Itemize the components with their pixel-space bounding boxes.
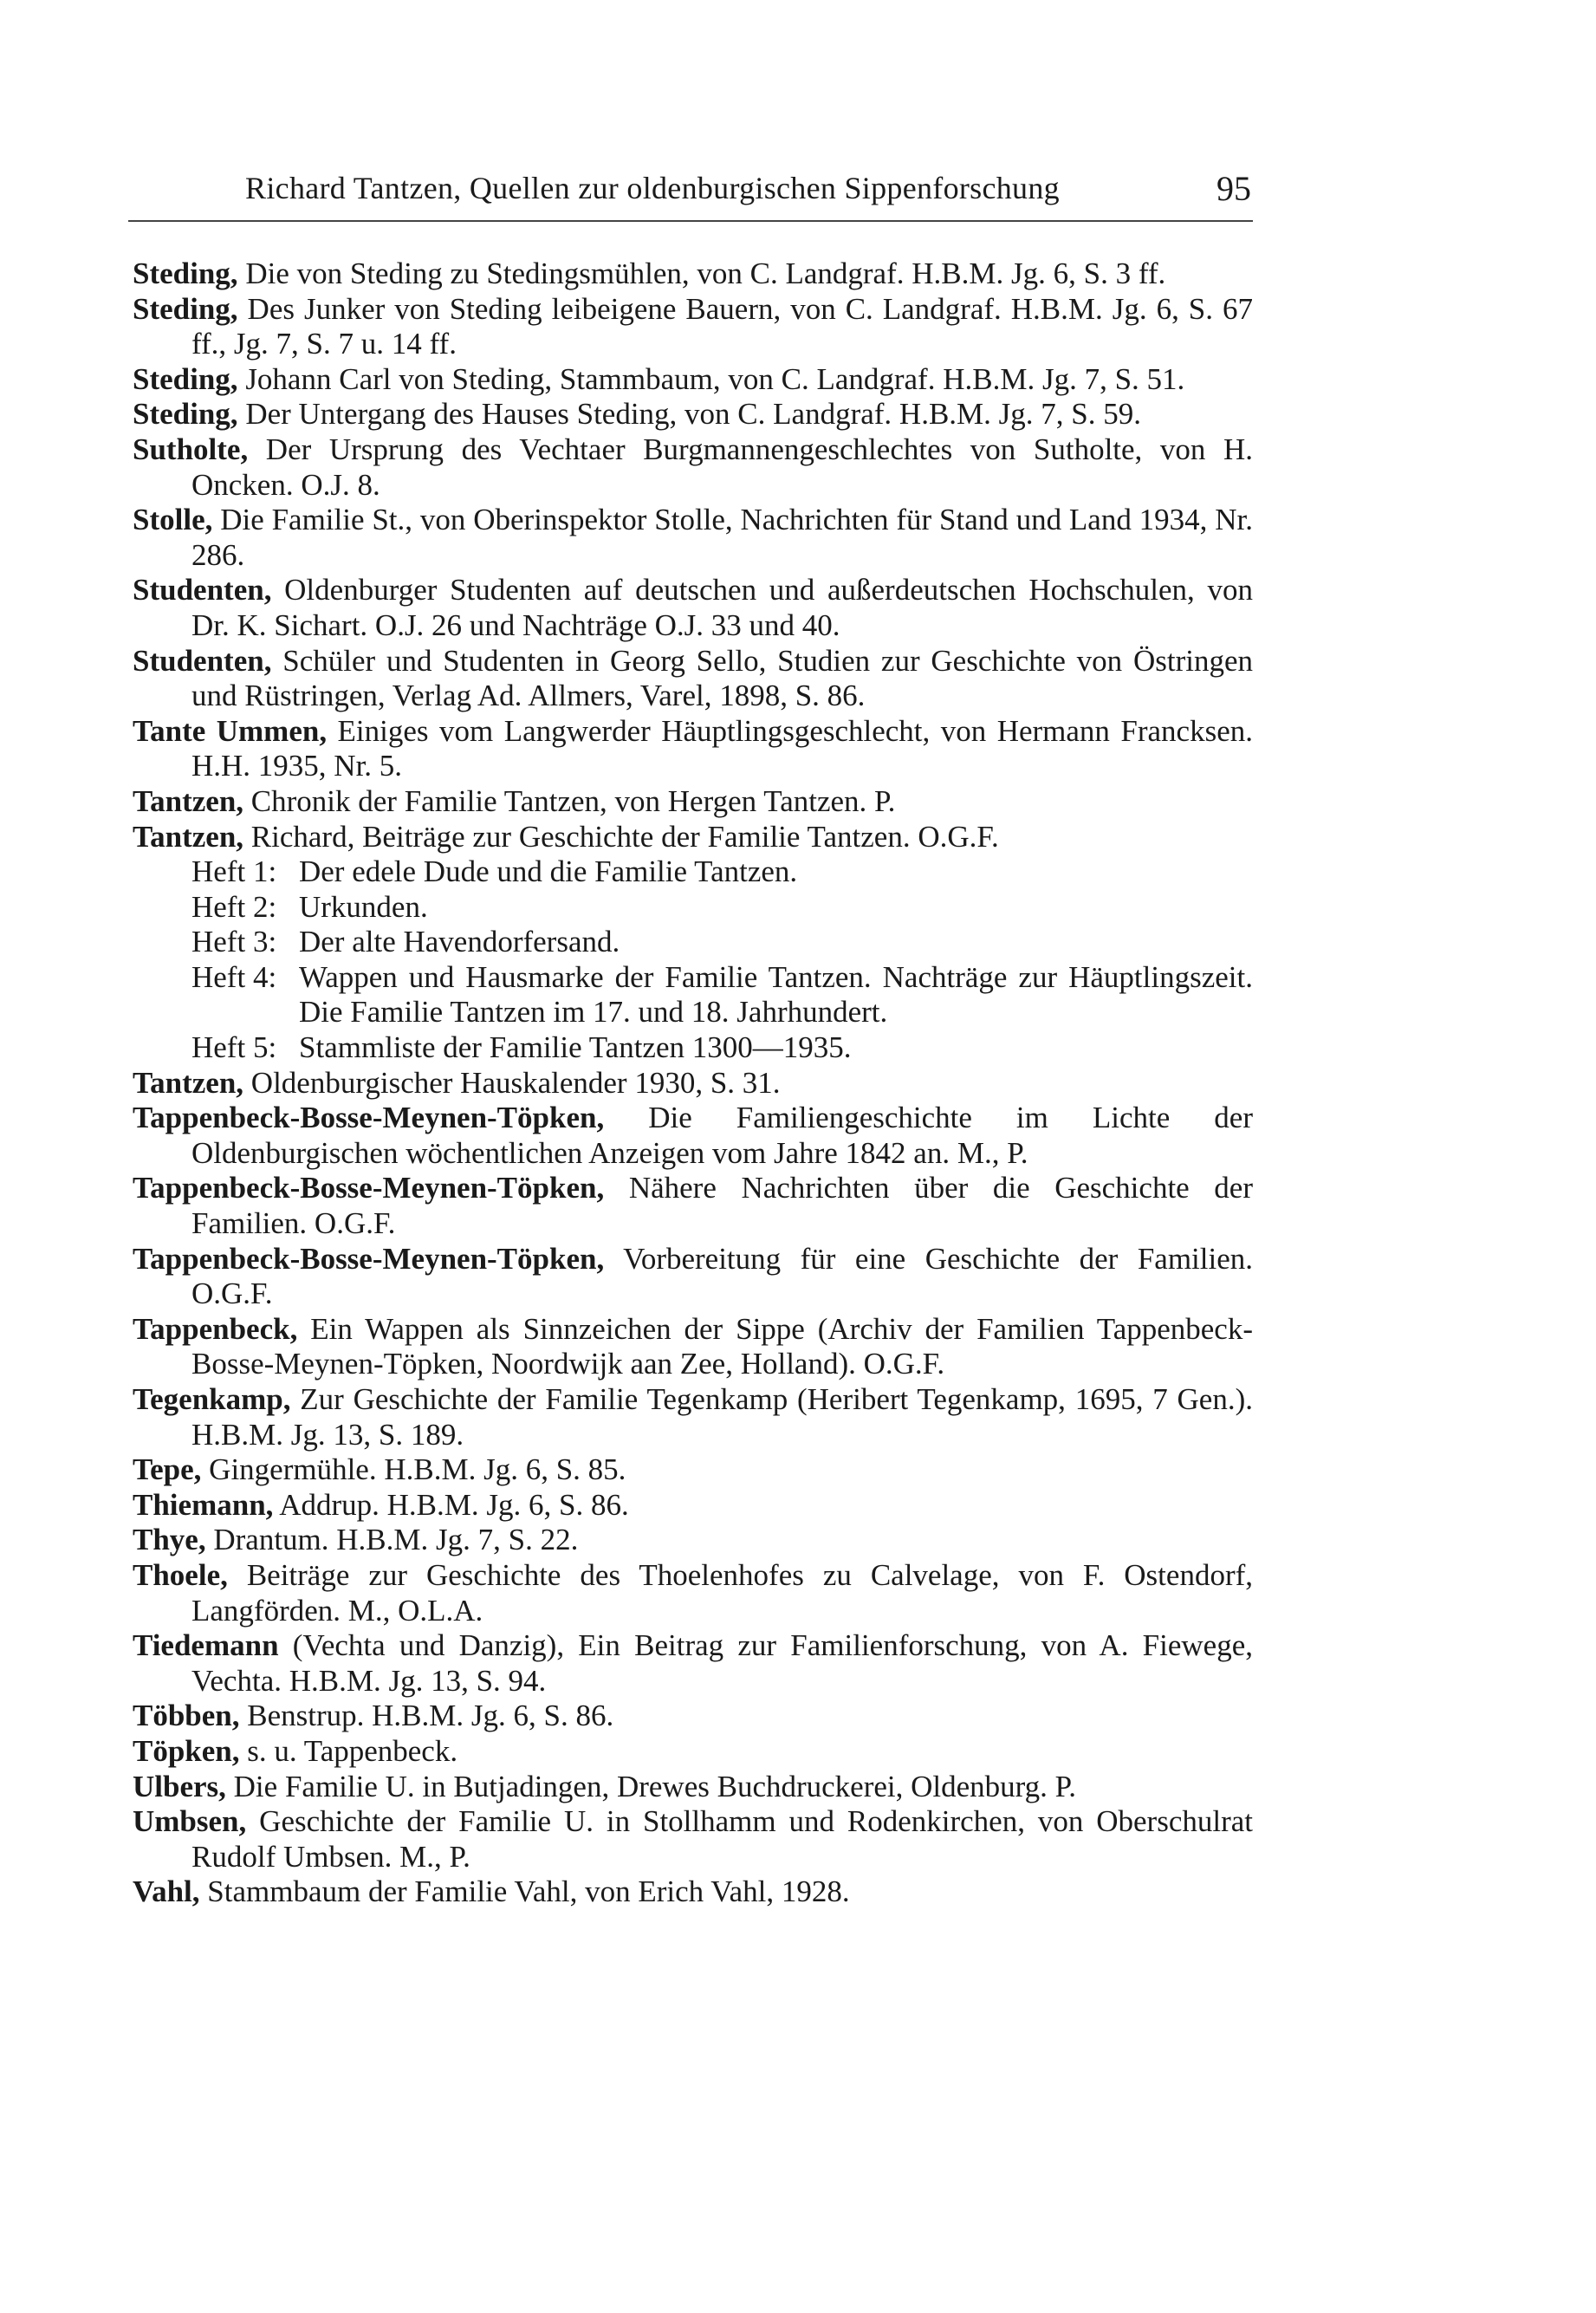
entry-keyword: Sutholte, bbox=[133, 432, 249, 466]
entry-text: Die Familie U. in Butjadingen, Drewes Buchdruckerei, Oldenburg. P. bbox=[225, 1769, 1077, 1803]
heft-label: Heft 2: bbox=[191, 889, 277, 924]
heft-item bbox=[133, 960, 1253, 1030]
bibliography-entry bbox=[133, 257, 1253, 292]
bibliography-entry bbox=[133, 1242, 1253, 1312]
entry-text: Des Junker von Steding leibeigene Bauern, von C. Landgraf. H.B.M. Jg. 6, S. 67 ff., Jg. 7, S. 7 u. 14 ff. bbox=[191, 291, 1253, 361]
entry-text: Der Ursprung des Vechtaer Burgmannengeschlechtes von Sutholte, von H. Oncken. O.J. 8. bbox=[191, 432, 1253, 502]
entry-text: (Vechta und Danzig), Ein Beitrag zur Familienforschung, von A. Fiewege, Vechta. H.B.M. Jg. 13, S. 94. bbox=[191, 1628, 1253, 1698]
bibliography-entry bbox=[133, 397, 1253, 432]
entry-keyword: Thye, bbox=[133, 1523, 206, 1557]
heft-title: Der alte Havendorfersand. bbox=[299, 925, 620, 959]
bibliography-entry bbox=[133, 1558, 1253, 1628]
entry-text: Die Familie St., von Oberinspektor Stolle, Nachrichten für Stand und Land 1934, Nr. 286. bbox=[191, 503, 1253, 572]
heft-item bbox=[133, 1030, 1253, 1066]
page-number: 95 bbox=[1216, 169, 1251, 208]
entry-keyword: Steding, bbox=[133, 257, 238, 290]
heft-label: Heft 1: bbox=[191, 854, 277, 889]
entry-text: s. u. Tappenbeck. bbox=[239, 1733, 458, 1768]
entry-keyword: Ulbers, bbox=[133, 1769, 226, 1803]
entry-text: Stammbaum der Familie Vahl, von Erich Vahl, 1928. bbox=[199, 1874, 850, 1909]
entry-keyword: Studenten, bbox=[133, 573, 272, 607]
bibliography-entry bbox=[133, 1734, 1253, 1770]
bibliography-entry bbox=[133, 1699, 1253, 1734]
entry-text: Die Familiengeschichte im Lichte der Oldenburgischen wöchentlichen Anzeigen vom Jahre 1842 an. M., P. bbox=[191, 1101, 1253, 1170]
bibliography-entry bbox=[133, 1066, 1253, 1101]
entry-keyword: Tappenbeck, bbox=[133, 1311, 298, 1346]
entry-text: Der Untergang des Hauses Steding, von C. Landgraf. H.B.M. Jg. 7, S. 59. bbox=[237, 397, 1141, 432]
entry-keyword: Umbsen, bbox=[133, 1804, 247, 1839]
bibliography-entry bbox=[133, 1523, 1253, 1558]
entry-keyword: Thoele, bbox=[133, 1557, 228, 1592]
running-title: Richard Tantzen, Quellen zur oldenburgischen Sippenforschung bbox=[245, 171, 1060, 205]
header-rule bbox=[128, 220, 1253, 222]
entry-text: Oldenburgischer Hauskalender 1930, S. 31. bbox=[243, 1065, 781, 1100]
heft-title: Urkunden. bbox=[299, 889, 428, 924]
bibliography-list bbox=[133, 257, 1253, 1910]
heft-title: Der edele Dude und die Familie Tantzen. bbox=[299, 854, 798, 889]
entry-text: Chronik der Familie Tantzen, von Hergen Tantzen. P. bbox=[243, 783, 896, 818]
entry-text: Addrup. H.B.M. Jg. 6, S. 86. bbox=[273, 1487, 629, 1522]
entry-keyword: Tantzen, bbox=[133, 1065, 244, 1100]
entry-keyword: Studenten, bbox=[133, 643, 272, 678]
bibliography-entry bbox=[133, 1382, 1253, 1452]
bibliography-entry bbox=[133, 292, 1253, 362]
bibliography-entry bbox=[133, 1101, 1253, 1171]
running-header bbox=[128, 170, 1251, 213]
entry-keyword: Stolle, bbox=[133, 503, 213, 537]
heft-item bbox=[133, 854, 1253, 890]
entry-keyword: Töpken, bbox=[133, 1733, 240, 1768]
bibliography-entry bbox=[133, 1171, 1253, 1241]
entry-keyword: Tantzen, bbox=[133, 819, 244, 854]
entry-keyword: Steding, bbox=[133, 397, 238, 432]
entry-keyword: Vahl, bbox=[133, 1874, 200, 1909]
entry-keyword: Tantzen, bbox=[133, 783, 244, 818]
entry-keyword: Thiemann, bbox=[133, 1487, 274, 1522]
heft-label: Heft 4: bbox=[191, 959, 277, 994]
entry-keyword: Tappenbeck-Bosse-Meynen-Töpken, bbox=[133, 1241, 605, 1276]
bibliography-entry bbox=[133, 1874, 1253, 1910]
heft-label: Heft 5: bbox=[191, 1030, 277, 1065]
bibliography-entry bbox=[133, 1488, 1253, 1524]
entry-keyword: Steding, bbox=[133, 291, 238, 326]
entry-keyword: Tappenbeck-Bosse-Meynen-Töpken, bbox=[133, 1171, 605, 1205]
entry-text: Gingermühle. H.B.M. Jg. 6, S. 85. bbox=[201, 1452, 626, 1487]
entry-text: Einiges vom Langwerder Häuptlingsgeschlecht, von Hermann Francksen. H.H. 1935, Nr. 5. bbox=[191, 713, 1253, 783]
entry-text: Beiträge zur Geschichte des Thoelenhofes zu Calvelage, von F. Ostendorf, Langförden. M., O.L.A. bbox=[191, 1557, 1253, 1628]
entry-keyword: Tappenbeck-Bosse-Meynen-Töpken, bbox=[133, 1101, 605, 1135]
entry-text: Drantum. H.B.M. Jg. 7, S. 22. bbox=[205, 1523, 579, 1557]
bibliography-entry bbox=[133, 1770, 1253, 1805]
entry-text: Die von Steding zu Stedingsmühlen, von C. Landgraf. H.B.M. Jg. 6, S. 3 ff. bbox=[237, 257, 1166, 290]
bibliography-entry bbox=[133, 1312, 1253, 1382]
heft-title: Stammliste der Familie Tantzen 1300—1935. bbox=[299, 1030, 852, 1065]
bibliography-entry bbox=[133, 784, 1253, 820]
bibliography-entry bbox=[133, 432, 1253, 503]
bibliography-entry bbox=[133, 573, 1253, 643]
heft-title: Wappen und Hausmarke der Familie Tantzen. Nachträge zur Häuptlingszeit. Die Familie Tantzen im 17. und 18. Jahrhundert. bbox=[299, 959, 1253, 1030]
entry-keyword: Tiedemann bbox=[133, 1628, 279, 1663]
entry-text: Johann Carl von Steding, Stammbaum, von C. Landgraf. H.B.M. Jg. 7, S. 51. bbox=[237, 361, 1185, 396]
entry-keyword: Tegenkamp, bbox=[133, 1382, 291, 1416]
entry-text: Oldenburger Studenten auf deutschen und außerdeutschen Hochschulen, von Dr. K. Sichart. O.J. 26 und Nachträge O.J. 33 und 40. bbox=[191, 573, 1253, 642]
bibliography-entry bbox=[133, 1804, 1253, 1874]
entry-text: Geschichte der Familie U. in Stollhamm und Rodenkirchen, von Oberschulrat Rudolf Umbsen. M., P. bbox=[191, 1804, 1253, 1874]
bibliography-entry bbox=[133, 503, 1253, 573]
heft-item bbox=[133, 890, 1253, 926]
entry-text: Zur Geschichte der Familie Tegenkamp (Heribert Tegenkamp, 1695, 7 Gen.). H.B.M. Jg. 13, S. 189. bbox=[191, 1382, 1253, 1452]
bibliography-entry bbox=[133, 714, 1253, 784]
entry-keyword: Többen, bbox=[133, 1699, 240, 1733]
entry-text: Ein Wappen als Sinnzeichen der Sippe (Archiv der Familien Tappenbeck-Bosse-Meynen-Töpken, Noordwijk aan Zee, Holland). O.G.F. bbox=[191, 1311, 1253, 1381]
bibliography-entry bbox=[133, 644, 1253, 714]
entry-keyword: Steding, bbox=[133, 361, 238, 396]
bibliography-entry bbox=[133, 820, 1253, 855]
bibliography-entry bbox=[133, 362, 1253, 398]
entry-text: Benstrup. H.B.M. Jg. 6, S. 86. bbox=[239, 1699, 614, 1733]
entry-text: Schüler und Studenten in Georg Sello, Studien zur Geschichte von Östringen und Rüstringen, Verlag Ad. Allmers, Varel, 1898, S. 86. bbox=[191, 643, 1253, 713]
heft-label: Heft 3: bbox=[191, 925, 277, 959]
entry-text: Nähere Nachrichten über die Geschichte der Familien. O.G.F. bbox=[191, 1171, 1253, 1241]
bibliography-entry bbox=[133, 1628, 1253, 1699]
heft-item bbox=[133, 925, 1253, 960]
entry-text: Richard, Beiträge zur Geschichte der Familie Tantzen. O.G.F. bbox=[243, 819, 999, 854]
entry-keyword: Tante Ummen, bbox=[133, 713, 328, 748]
entry-text: Vorbereitung für eine Geschichte der Familien. O.G.F. bbox=[191, 1241, 1253, 1311]
bibliography-entry bbox=[133, 1452, 1253, 1488]
entry-keyword: Tepe, bbox=[133, 1452, 202, 1487]
